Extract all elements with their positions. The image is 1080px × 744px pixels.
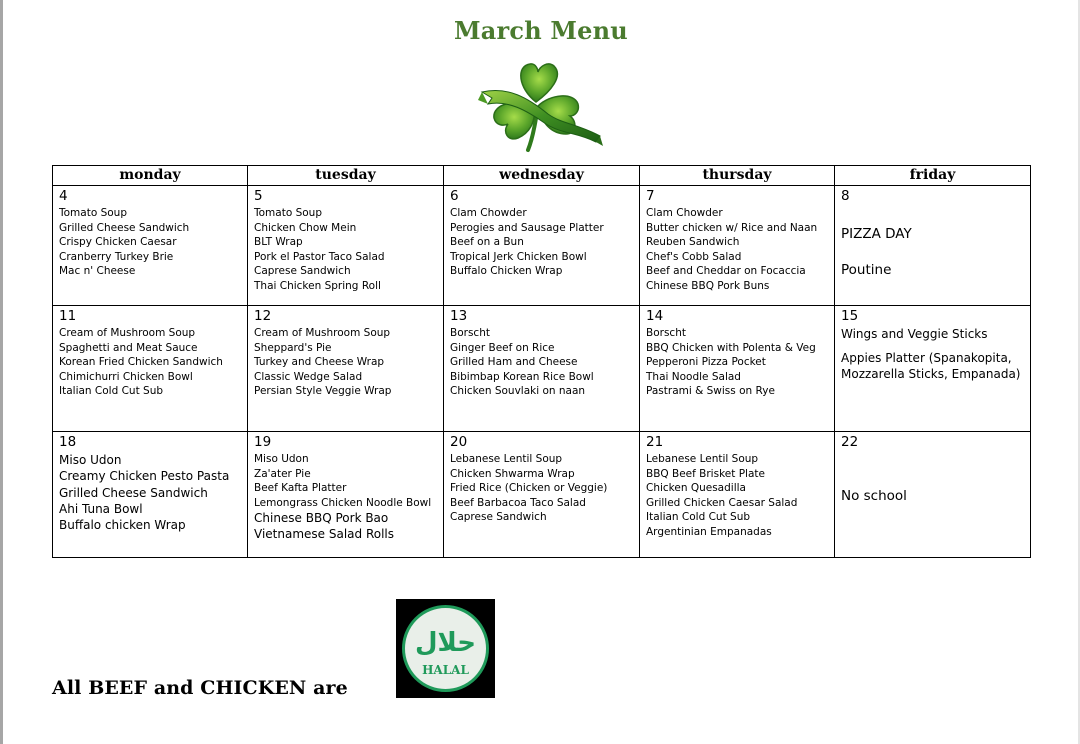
menu-item: Lemongrass Chicken Noodle Bowl [254, 496, 432, 509]
menu-item: Buffalo Chicken Wrap [450, 265, 563, 277]
menu-item: Borscht [450, 327, 490, 339]
weekday-header-row [53, 166, 1031, 186]
menu-calendar-table [52, 165, 1031, 558]
menu-item: Perogies and Sausage Platter [450, 221, 604, 234]
week-row [53, 306, 1031, 432]
weekday-header-friday: friday [835, 166, 1031, 186]
menu-item: Thai Noodle Salad [646, 370, 741, 383]
menu-item: Wings and Veggie Sticks [841, 327, 988, 341]
day-number: 12 [254, 308, 272, 324]
menu-item: Appies Platter (Spanakopita, Mozzarella Sticks, Empanada) [841, 351, 1021, 381]
day-number: 11 [59, 308, 77, 324]
day-cell [640, 186, 835, 306]
day-cell [248, 306, 444, 432]
menu-item: Tropical Jerk Chicken Bowl [450, 250, 587, 263]
halal-arabic-text: حلال [414, 628, 477, 658]
day-cell [640, 306, 835, 432]
day-cell [835, 306, 1031, 432]
menu-item: Ginger Beef on Rice [450, 341, 555, 354]
weekday-header-tuesday: tuesday [248, 166, 444, 186]
menu-item: Chicken Shwarma Wrap [450, 467, 575, 480]
page-title: March Menu [454, 16, 628, 45]
day-number: 7 [646, 188, 655, 204]
weekday-header-thursday: thursday [640, 166, 835, 186]
menu-item: Beef Barbacoa Taco Salad [450, 496, 586, 509]
day-number: 6 [450, 188, 459, 204]
day-number: 21 [646, 434, 664, 450]
day-cell [640, 432, 835, 558]
day-cell [444, 432, 640, 558]
menu-item: Clam Chowder [450, 207, 527, 219]
menu-item: BLT Wrap [254, 236, 303, 248]
menu-item: Grilled Ham and Cheese [450, 356, 578, 368]
menu-item: Korean Fried Chicken Sandwich [59, 356, 223, 368]
menu-item: Reuben Sandwich [646, 236, 740, 248]
menu-item: Chef's Cobb Salad [646, 250, 742, 263]
day-number: 5 [254, 188, 263, 204]
halal-logo [396, 599, 495, 698]
menu-item: Beef Kafta Platter [254, 482, 347, 494]
shamrock-icon [478, 58, 603, 153]
menu-item: Mac n' Cheese [59, 265, 136, 277]
menu-item: Za'ater Pie [254, 467, 311, 480]
menu-item: Spaghetti and Meat Sauce [59, 341, 198, 354]
week-row [53, 186, 1031, 306]
menu-item: Beef and Cheddar on Focaccia [646, 265, 806, 277]
menu-item: Caprese Sandwich [450, 511, 547, 523]
menu-item: Lebanese Lentil Soup [646, 453, 759, 465]
menu-item: Beef on a Bun [450, 236, 524, 248]
day-number: 4 [59, 188, 68, 204]
menu-item: Chicken Quesadilla [646, 482, 746, 494]
day-cell [248, 432, 444, 558]
menu-item: Creamy Chicken Pesto Pasta [59, 469, 230, 484]
day-number: 15 [841, 308, 859, 324]
menu-item: Tomato Soup [254, 207, 323, 219]
day-cell [248, 186, 444, 306]
menu-item: Chicken Souvlaki on naan [450, 385, 586, 397]
day-cell [53, 186, 248, 306]
menu-item: Vietnamese Salad Rolls [254, 527, 394, 542]
menu-item: Cream of Mushroom Soup [254, 327, 391, 339]
menu-item: Butter chicken w/ Rice and Naan [646, 221, 818, 234]
day-cell [444, 306, 640, 432]
day-number: 19 [254, 434, 272, 450]
menu-item: Italian Cold Cut Sub [646, 511, 751, 523]
day-number: 14 [646, 308, 664, 324]
menu-item: Pastrami & Swiss on Rye [646, 385, 775, 397]
menu-item: Argentinian Empanadas [646, 525, 772, 538]
week-row [53, 432, 1031, 558]
menu-item: BBQ Beef Brisket Plate [646, 467, 765, 480]
menu-item: No school [841, 488, 907, 504]
weekday-header-monday: monday [53, 166, 248, 186]
menu-item: Poutine [841, 262, 892, 278]
menu-item: Cream of Mushroom Soup [59, 327, 196, 339]
menu-item: Borscht [646, 327, 686, 339]
menu-item: Thai Chicken Spring Roll [254, 279, 381, 292]
menu-item: Crispy Chicken Caesar [59, 236, 177, 248]
day-number: 22 [841, 434, 859, 450]
menu-item: Grilled Cheese Sandwich [59, 485, 208, 500]
day-number: 8 [841, 188, 850, 204]
menu-item: Grilled Chicken Caesar Salad [646, 496, 798, 509]
menu-item: Ahi Tuna Bowl [59, 501, 143, 516]
halal-statement: All BEEF and CHICKEN are [52, 677, 348, 699]
menu-item: Caprese Sandwich [254, 265, 351, 277]
page-left-edge [0, 0, 3, 744]
day-number: 13 [450, 308, 468, 324]
menu-item: Miso Udon [254, 453, 309, 465]
halal-icon [396, 599, 495, 698]
menu-item: Cranberry Turkey Brie [59, 250, 174, 263]
menu-item: Turkey and Cheese Wrap [254, 356, 385, 368]
menu-item: Bibimbap Korean Rice Bowl [450, 370, 594, 383]
day-cell [835, 432, 1031, 558]
day-number: 20 [450, 434, 468, 450]
menu-item: Lebanese Lentil Soup [450, 453, 563, 465]
menu-item: Sheppard's Pie [254, 341, 332, 354]
menu-item: Chinese BBQ Pork Bao [254, 511, 389, 525]
menu-item: Buffalo chicken Wrap [59, 518, 186, 533]
day-cell [835, 186, 1031, 306]
day-number: 18 [59, 434, 77, 450]
menu-item: Chimichurri Chicken Bowl [59, 370, 193, 383]
menu-item: Pepperoni Pizza Pocket [646, 356, 766, 368]
menu-item: Tomato Soup [59, 207, 128, 219]
menu-item: Fried Rice (Chicken or Veggie) [450, 482, 608, 494]
menu-item: Classic Wedge Salad [254, 370, 363, 383]
menu-item: BBQ Chicken with Polenta & Veg [646, 341, 816, 354]
halal-label-text: HALAL [422, 663, 469, 677]
menu-item: Pork el Pastor Taco Salad [254, 250, 385, 263]
menu-item: Italian Cold Cut Sub [59, 385, 164, 397]
day-cell [53, 306, 248, 432]
menu-item: Chicken Chow Mein [254, 221, 357, 234]
weekday-header-wednesday: wednesday [444, 166, 640, 186]
menu-item: Grilled Cheese Sandwich [59, 221, 190, 234]
menu-item: Chinese BBQ Pork Buns [646, 279, 770, 292]
day-cell [444, 186, 640, 306]
menu-item: PIZZA DAY [841, 226, 912, 242]
day-cell [53, 432, 248, 558]
menu-item: Clam Chowder [646, 207, 723, 219]
menu-item: Miso Udon [59, 453, 122, 467]
menu-item: Persian Style Veggie Wrap [254, 385, 392, 397]
